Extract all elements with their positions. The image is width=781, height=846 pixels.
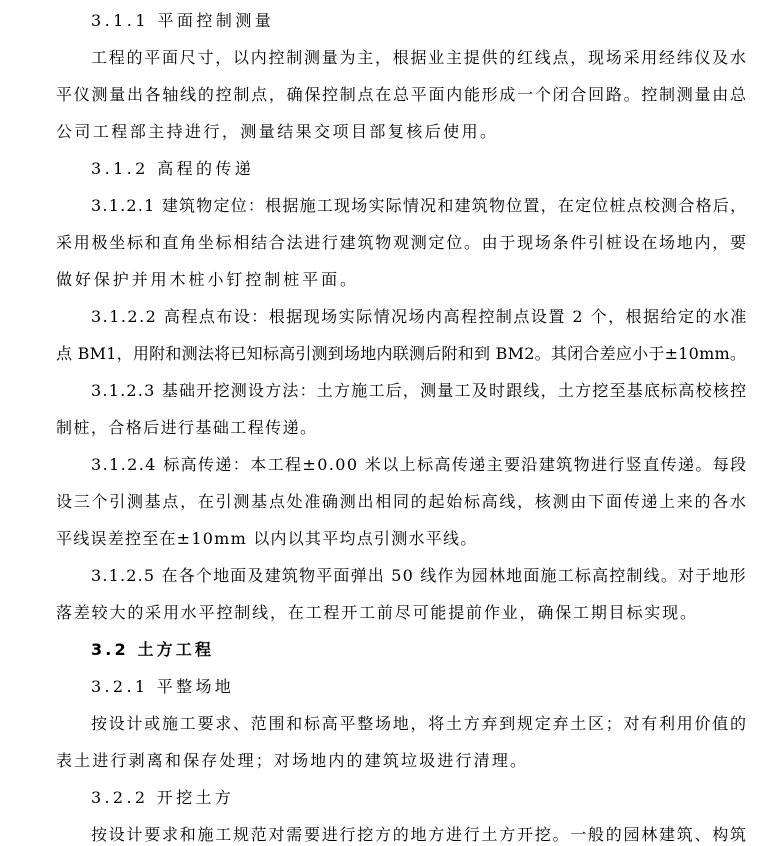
paragraph-line: 平仪测量出各轴线的控制点，确保控制点在总平面内能形成一个闭合回路。控制测量由总: [56, 85, 748, 104]
paragraph-line: 3.1.2.2 高程点布设：根据现场实际情况场内高程控制点设置 2 个，根据给定的水准: [91, 307, 748, 326]
heading-3-2: 3.2 土方工程: [91, 640, 215, 659]
paragraph-line: 按设计或施工要求、范围和标高平整场地，将土方弃到规定弃土区；对有利用价值的: [91, 714, 748, 733]
paragraph-line: 做好保护并用木桩小钉控制桩平面。: [56, 270, 359, 289]
paragraph-line: 3.1.2.1 建筑物定位：根据施工现场实际情况和建筑物位置，在定位桩点校测合格后，: [91, 196, 748, 215]
heading-3-2-1: 3.2.1 平整场地: [91, 677, 235, 696]
heading-3-2-2: 3.2.2 开挖土方: [91, 788, 235, 807]
paragraph-line: 按设计要求和施工规范对需要进行挖方的地方进行土方开挖。一般的园林建筑、构筑: [91, 825, 748, 844]
heading-3-1-1: 3.1.1 平面控制测量: [91, 11, 275, 30]
paragraph-line: 采用极坐标和直角坐标相结合法进行建筑物观测定位。由于现场条件引桩设在场地内，要: [56, 233, 748, 252]
paragraph-line: 平线误差控至在±10mm 以内以其平均点引测水平线。: [56, 529, 478, 548]
paragraph-line: 工程的平面尺寸，以内控制测量为主，根据业主提供的红线点，现场采用经纬仪及水: [91, 48, 748, 67]
paragraph-line: 3.1.2.4 标高传递：本工程±0.00 米以上标高传递主要沿建筑物进行竖直传递。每段: [91, 455, 748, 474]
paragraph-line: 落差较大的采用水平控制线，在工程开工前尽可能提前作业，确保工期目标实现。: [56, 603, 698, 622]
paragraph-line: 制桩，合格后进行基础工程传递。: [56, 418, 318, 437]
heading-3-1-2: 3.1.2 高程的传递: [91, 159, 255, 178]
paragraph-line: 公司工程部主持进行，测量结果交项目部复核后使用。: [56, 122, 499, 141]
paragraph-line: 3.1.2.3 基础开挖测设方法：土方施工后，测量工及时跟线，土方挖至基底标高校核控: [91, 381, 748, 400]
paragraph-line: 设三个引测基点，在引测基点处准确测出相同的起始标高线，核测由下面传递上来的各水: [56, 492, 748, 511]
paragraph-line: 3.1.2.5 在各个地面及建筑物平面弹出 50 线作为园林地面施工标高控制线。对于地形: [91, 566, 747, 585]
paragraph-line: 点 BM1，用附和测法将已知标高引测到场地内联测后附和到 BM2。其闭合差应小于±10mm。: [56, 344, 747, 363]
paragraph-line: 表土进行剥离和保存处理；对场地内的建筑垃圾进行清理。: [56, 751, 529, 770]
